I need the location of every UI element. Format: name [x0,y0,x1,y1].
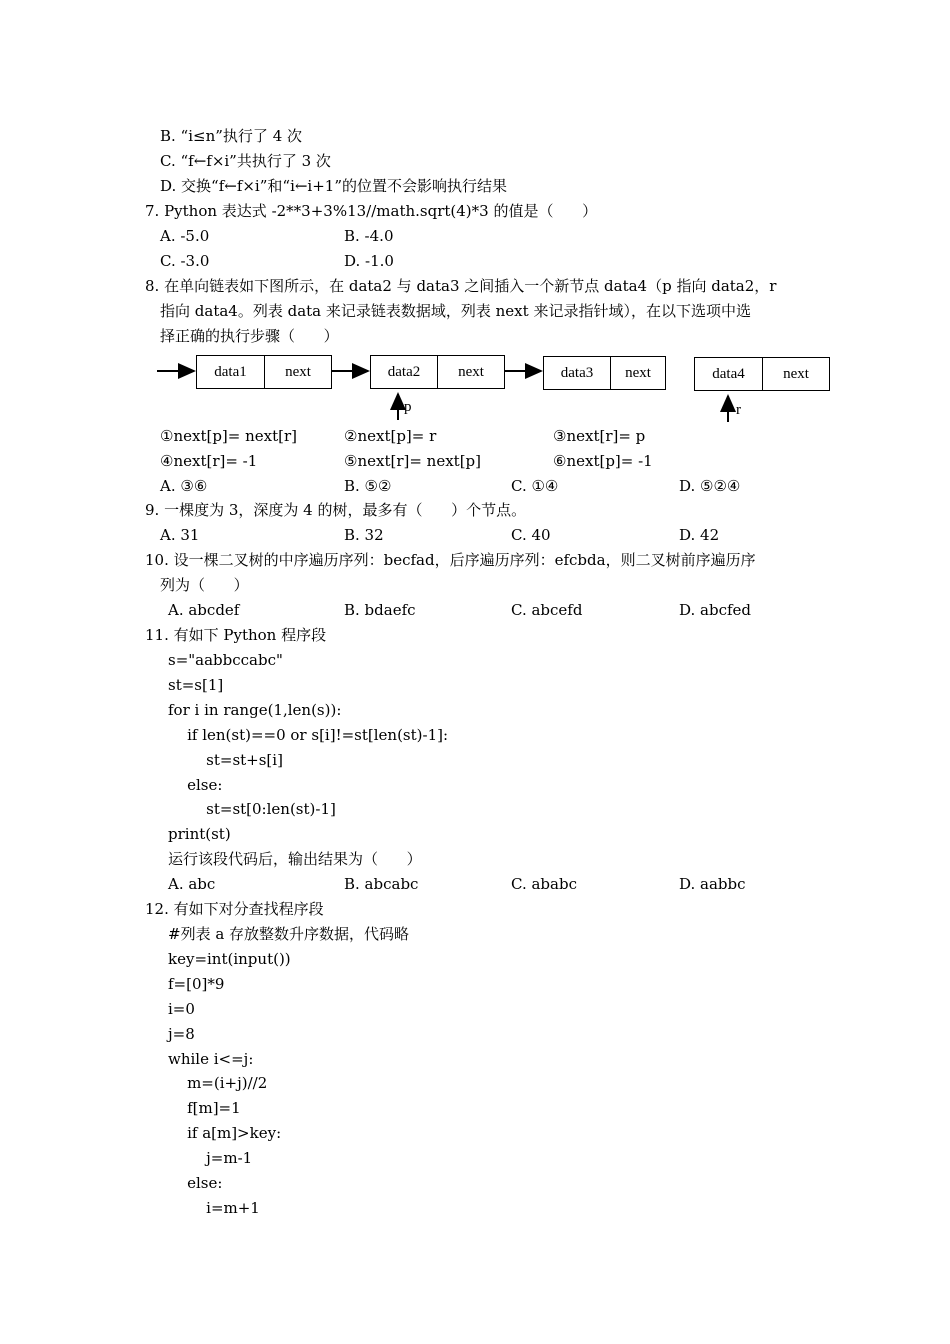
q6-option-c: C. “f←f×i”共执行了 3 次 [160,152,331,170]
q10-option-c: C. abcefd [511,601,583,619]
q8-option-d: D. ⑤②④ [679,477,741,495]
q10-option-b: B. bdaefc [344,601,416,619]
list-node-data2 [370,355,505,389]
node-data-field: data3 [544,357,611,389]
node-data-field: data1 [197,356,265,388]
q8-step-6: ⑥next[p]= -1 [553,452,653,470]
list-node-data1 [196,355,332,389]
code-line: i=m+1 [168,1199,260,1217]
q8-step-2: ②next[p]= r [344,427,437,445]
q10-stem-line2: 列为（ ） [160,576,249,594]
q9-option-c: C. 40 [511,526,551,544]
q10-stem-line1: 10. 设一棵二叉树的中序遍历序列：becfad，后序遍历序列：efcbda，则二叉树前序遍历序 [145,551,756,569]
q6-option-d: D. 交换“f←f×i”和“i←i+1”的位置不会影响执行结果 [160,177,508,195]
q8-step-5: ⑤next[r]= next[p] [344,452,482,470]
code-line: st=st[0:len(st)-1] [168,800,336,818]
code-line: f[m]=1 [168,1099,241,1117]
q12-stem: 12. 有如下对分查找程序段 [145,900,324,918]
q11-option-d: D. aabbc [679,875,746,893]
code-line: m=(i+j)//2 [168,1074,268,1092]
code-line: if a[m]>key: [168,1124,282,1142]
pointer-r-label: r [736,402,741,418]
list-node-data3 [543,356,666,390]
code-line: if len(st)==0 or s[i]!=st[len(st)-1]: [168,726,449,744]
node-next-field: next [783,365,809,382]
q9-stem: 9. 一棵度为 3，深度为 4 的树，最多有（ ）个节点。 [145,501,527,519]
code-line: key=int(input()) [168,950,291,968]
q8-option-b: B. ⑤② [344,477,392,495]
q9-option-a: A. 31 [160,526,200,544]
code-line: print(st) [168,825,231,843]
q7-stem: 7. Python 表达式 -2**3+3%13//math.sqrt(4)*3 的值是（ ） [145,202,598,220]
q8-step-4: ④next[r]= -1 [160,452,258,470]
q7-option-d: D. -1.0 [344,252,394,270]
code-line: else: [168,1174,223,1192]
q11-stem: 11. 有如下 Python 程序段 [145,626,327,644]
code-line: st=s[1] [168,676,224,694]
pointer-p-label: p [404,399,412,415]
node-next-field: next [625,364,651,381]
q8-step-3: ③next[r]= p [553,427,646,445]
node-next-field: next [458,363,484,380]
code-line: st=st+s[i] [168,751,283,769]
q11-option-c: C. ababc [511,875,577,893]
code-line: j=8 [168,1025,195,1043]
q7-option-b: B. -4.0 [344,227,394,245]
code-line: while i<=j: [168,1050,254,1068]
node-data-field: data4 [695,358,763,390]
code-line: else: [168,776,223,794]
q8-option-a: A. ③⑥ [160,477,208,495]
node-next-field: next [285,363,311,380]
node-data-field: data2 [371,356,438,388]
q10-option-d: D. abcfed [679,601,752,619]
code-line: #列表 a 存放整数升序数据，代码略 [168,925,410,943]
code-line: f=[0]*9 [168,975,225,993]
q8-stem-line3: 择正确的执行步骤（ ） [160,327,339,345]
q9-option-d: D. 42 [679,526,720,544]
q8-option-c: C. ①④ [511,477,559,495]
q7-option-c: C. -3.0 [160,252,210,270]
q10-option-a: A. abcdef [168,601,240,619]
code-line: i=0 [168,1000,195,1018]
code-line: j=m-1 [168,1149,253,1167]
q7-option-a: A. -5.0 [160,227,210,245]
q8-stem-line1: 8. 在单向链表如下图所示，在 data2 与 data3 之间插入一个新节点 data4（p 指向 data2，r [145,277,777,295]
q9-option-b: B. 32 [344,526,384,544]
code-line: for i in range(1,len(s)): [168,701,342,719]
q8-step-1: ①next[p]= next[r] [160,427,298,445]
q8-stem-line2: 指向 data4。列表 data 来记录链表数据域，列表 next 来记录指针域），在以下选项中选 [160,302,751,320]
q6-option-b: B. “i≤n”执行了 4 次 [160,127,303,145]
q11-prompt: 运行该段代码后，输出结果为（ ） [168,850,422,868]
q11-option-b: B. abcabc [344,875,419,893]
code-line: s="aabbccabc" [168,651,283,669]
list-node-data4 [694,357,830,391]
q11-option-a: A. abc [168,875,216,893]
